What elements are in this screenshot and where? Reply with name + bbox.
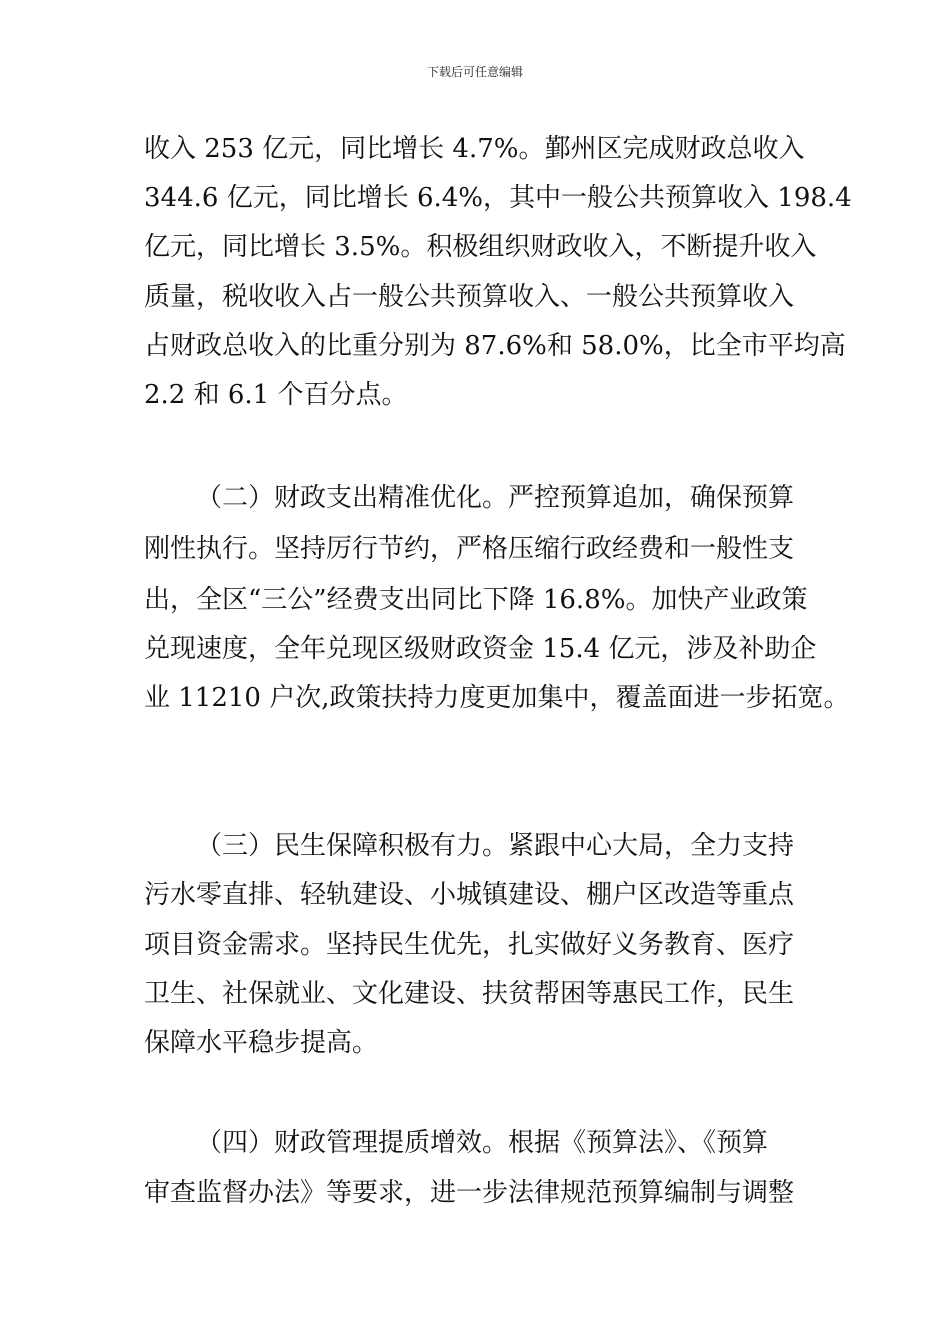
text-line: 亿元，同比增长 3.5%。积极组织财政收入，不断提升收入 [144,232,817,262]
text-line: 收入 253 亿元，同比增长 4.7%。鄞州区完成财政总收入 [144,134,805,164]
page-header: 下载后可任意编辑 [426,65,523,79]
text-line: 保障水平稳步提高。 [144,1028,379,1058]
text-line: 污水零直排、轻轨建设、小城镇建设、棚户区改造等重点 [144,880,795,910]
text-line: 出，全区“三公”经费支出同比下降 16.8%。加快产业政策 [144,585,808,615]
text-line: （二）财政支出精准优化。严控预算追加，确保预算 [196,483,795,513]
text-line: （四）财政管理提质增效。根据《预算法》、《预算 [196,1128,769,1158]
text-line: 刚性执行。坚持厉行节约，严格压缩行政经费和一般性支 [144,534,795,564]
text-line: 项目资金需求。坚持民生优先，扎实做好义务教育、医疗 [144,930,795,960]
text-line: 占财政总收入的比重分别为 87.6%和 58.0%，比全市平均高 [144,331,846,361]
text-line: 兑现速度，全年兑现区级财政资金 15.4 亿元，涉及补助企 [144,634,817,664]
text-line: 卫生、社保就业、文化建设、扶贫帮困等惠民工作，民生 [144,979,795,1009]
text-line: 审查监督办法》等要求，进一步法律规范预算编制与调整 [144,1178,795,1208]
text-line: 质量，税收收入占一般公共预算收入、一般公共预算收入 [144,282,795,312]
text-line: 344.6 亿元，同比增长 6.4%，其中一般公共预算收入 198.4 [144,183,852,213]
text-line: 业 11210 户次,政策扶持力度更加集中，覆盖面进一步拓宽。 [144,683,850,713]
text-line: （三）民生保障积极有力。紧跟中心大局，全力支持 [196,831,795,861]
text-line: 2.2 和 6.1 个百分点。 [144,380,408,410]
